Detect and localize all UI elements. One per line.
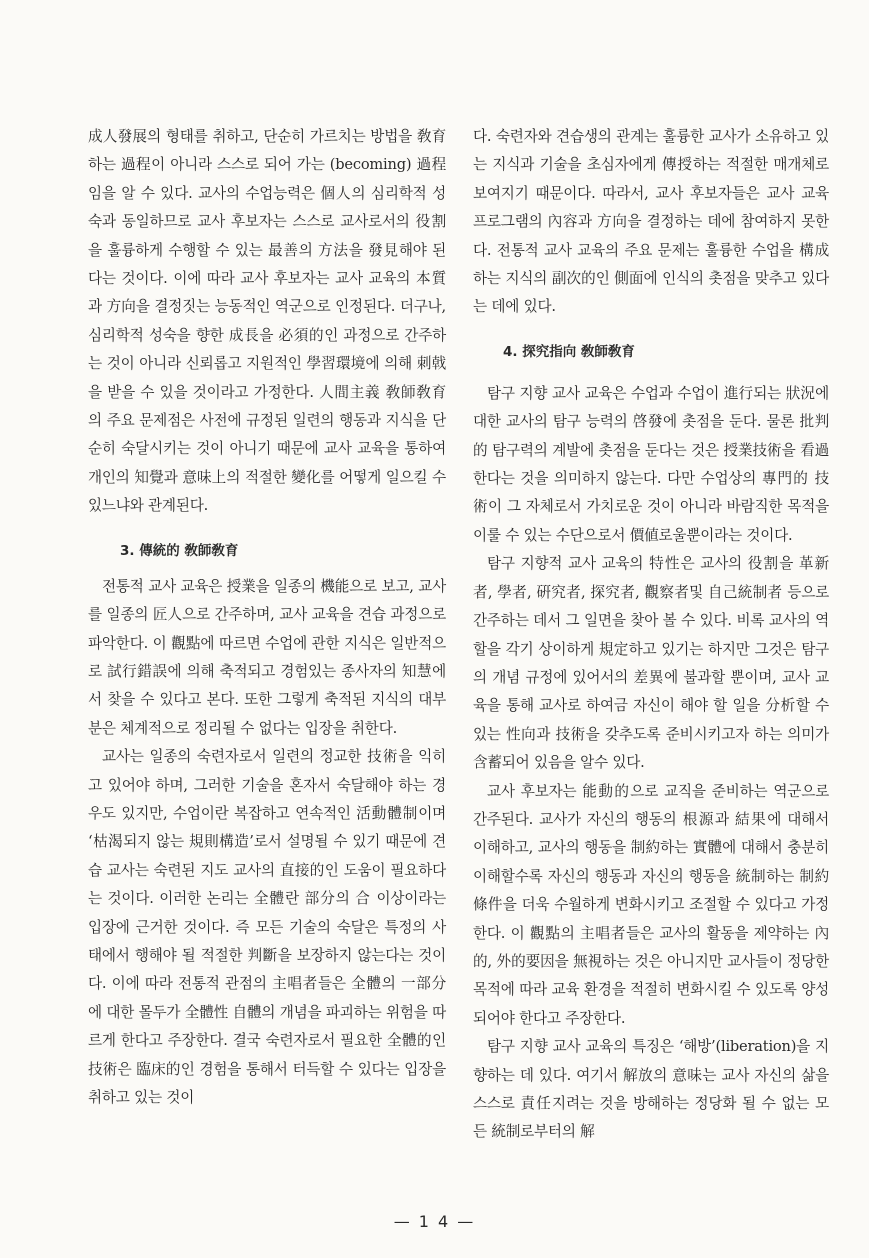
paragraph: 다. 숙련자와 견습생의 관계는 훌륭한 교사가 소유하고 있는 지식과 기술을 초심자에게 傳授하는 적절한 매개체로 보여지기 때문이다. 따라서, 교사 후보자들은 교사 교육 프로그램의 內容과 方向을 결정하는 데에 참여하지 못한다. 전통적 교사 교육의 주요 문제는 훌륭한 수업을 構成하는 지식의 副次的인 側面에 인식의 촛점을 맞추고 있다는 데에 있다.: [473, 128, 834, 316]
section-heading: 4. 探究指向 敎師敎育: [503, 343, 635, 360]
section-heading: 3. 傳統的 敎師敎育: [120, 542, 239, 559]
paragraph: 탐구 지향 교사 교육의 특징은 ‘해방’(liberation)을 지향하는 데 있다. 여기서 解放의 意味는 교사 자신의 삶을 스스로 責任지려는 것을 방해하는 정당화 될 수 없는 모든 統制로부터의 解: [473, 1038, 834, 1141]
paragraph: 탐구 지향적 교사 교육의 特性은 교사의 役割을 革新者, 學者, 硏究者, 探究者, 觀察者및 自己統制者 등으로 간주하는 데서 그 일면을 찾아 볼 수 있다. 비록 교사의 역할을 각기 상이하게 規定하고 있기는 하지만 그것은 탐구의 개념 규정에 있어서의 差異에 불과할 뿐이며, 교사 교육을 통해 교사로 하여금 자신이 해야 할 일을 分析할 수 있는 性向과 技術을 갖추도록 준비시키고자 하는 의미가 含蓄되어 있음을 알수 있다.: [473, 555, 834, 772]
paragraph: 탐구 지향 교사 교육은 수업과 수업이 進行되는 狀況에 대한 교사의 탐구 능력의 啓發에 촛점을 둔다. 물론 批判的 탐구력의 계발에 촛점을 둔다는 것은 授業技術을 看過한다는 것을 의미하지 않는다. 다만 수업상의 專門的 技術이 그 자체로서 가치로운 것이 아니라 바람직한 목적을 이룰 수 있는 수단으로서 價値로울뿐이라는 것이다.: [473, 384, 834, 544]
paragraph: 成人發展의 형태를 취하고, 단순히 가르치는 방법을 敎育하는 過程이 아니라 스스로 되어 가는 (becoming) 過程임을 알 수 있다. 교사의 수업능력은 個人의 심리학적 성숙과 동일하므로 교사 후보자는 스스로 교사로서의 役割을 훌륭하게 수행할 수 있는 最善의 方法을 發見해야 된다는 것이다. 이에 따라 교사 후보자는 교사 교육의 本質과 方向을 결정짓는 능동적인 역군으로 인정된다. 더구나, 심리학적 성숙을 향한 成長을 必須的인 과정으로 간주하는 것이 아니라 신뢰롭고 지원적인 學習環境에 의해 刺戟을 받을 수 있을 것이라고 가정한다. 人間主義 敎師敎育의 주요 문제점은 사전에 규정된 일련의 행동과 지식을 단순히 숙달시키는 것이 아니기 때문에 교사 교육을 통하여 개인의 知覺과 意味上의 적절한 變化를 어떻게 일으킬 수 있느냐와 관계된다.: [88, 128, 451, 515]
paragraph: 교사는 일종의 숙련자로서 일련의 정교한 技術을 익히고 있어야 하며, 그러한 기술을 혼자서 숙달해야 하는 경우도 있지만, 수업이란 복잡하고 연속적인 活動體制이며 ‘枯渴되지 않는 規則構造’로서 설명될 수 있기 때문에 견습 교사는 숙련된 지도 교사의 直接的인 도움이 필요하다는 것이다. 이러한 논리는 全體란 部分의 合 이상이라는 입장에 근거한 것이다. 즉 모든 기술의 숙달은 특정의 사태에서 행해야 될 적절한 判斷을 보장하지 않는다는 것이다. 이에 따라 전통적 관점의 主唱者들은 全體의 一部分에 대한 몰두가 全體性 自體의 개념을 파괴하는 위험을 따르게 한다고 주장한다. 결국 숙련자로서 필요한 全體的인 技術은 臨床的인 경험을 통해서 터득할 수 있다는 입장을 취하고 있는 것이: [88, 748, 451, 1106]
paragraph: 교사 후보자는 能動的으로 교직을 준비하는 역군으로 간주된다. 교사가 자신의 행동의 根源과 結果에 대해서 이해하고, 교사의 행동을 制約하는 實體에 대해서 충분히 이해할수록 자신의 행동과 자신의 행동을 統制하는 制約條件을 더욱 수월하게 변화시키고 조절할 수 있다고 가정한다. 이 觀點의 主唱者들은 교사의 활동을 제약하는 內的, 外的要因을 無視하는 것은 아니지만 교사들이 정당한 목적에 따라 교육 환경을 적절히 변화시킬 수 있도록 양성되어야 한다고 주장한다.: [473, 782, 834, 1027]
left-column: [88, 123, 451, 1112]
paragraph: 전통적 교사 교육은 授業을 일종의 機能으로 보고, 교사를 일종의 匠人으로 간주하며, 교사 교육을 견습 과정으로 파악한다. 이 觀點에 따르면 수업에 관한 지식은 일반적으로 試行錯誤에 의해 축적되고 경험있는 종사자의 知慧에서 찾을 수 있다고 본다. 또한 그렇게 축적된 지식의 대부분은 체계적으로 정리될 수 없다는 입장을 취한다.: [88, 577, 451, 737]
right-column: [473, 123, 834, 1147]
page-number: — 1 4 —: [393, 1212, 476, 1231]
